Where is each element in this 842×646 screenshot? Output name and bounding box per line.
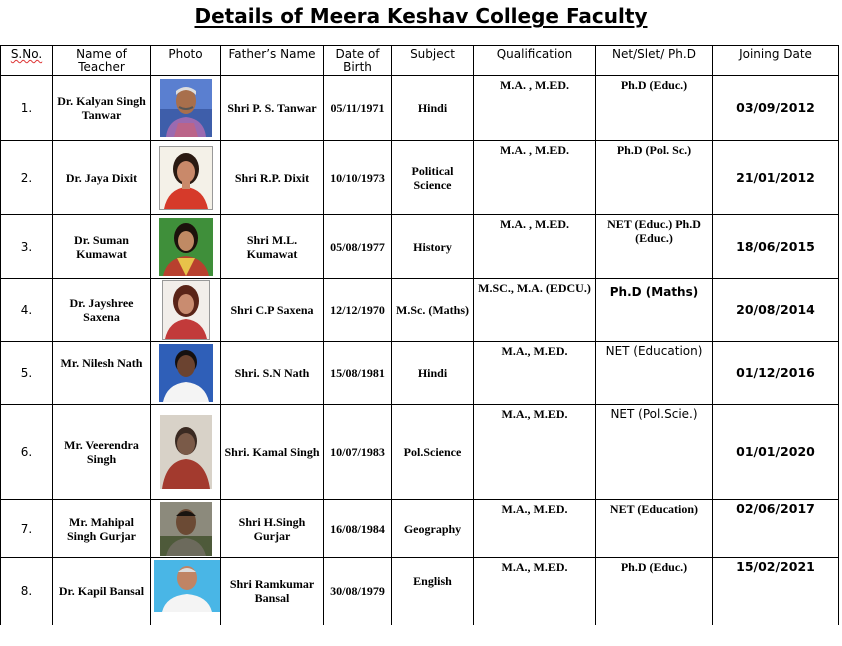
sno-cell: 4.	[1, 279, 53, 342]
qualification-cell: M.A., M.ED.	[474, 405, 596, 500]
header-qualification: Qualification	[474, 46, 596, 76]
page-title: Details of Meera Keshav College Faculty	[194, 4, 648, 28]
teacher-photo	[154, 560, 220, 612]
sno-cell: 6.	[1, 405, 53, 500]
subject-cell: Geography	[392, 500, 474, 558]
net-cell: Ph.D (Pol. Sc.)	[596, 141, 713, 215]
qualification-cell: M.A., M.ED.	[474, 342, 596, 405]
qualification-cell: M.A., M.ED.	[474, 500, 596, 558]
name-cell: Mr. Veerendra Singh	[53, 405, 151, 500]
name-cell: Dr. Jayshree Saxena	[53, 279, 151, 342]
qualification-cell: M.A. , M.ED.	[474, 215, 596, 279]
photo-cell	[151, 500, 221, 558]
dob-cell: 30/08/1979	[324, 558, 392, 625]
header-father: Father’s Name	[221, 46, 324, 76]
joining-cell: 21/01/2012	[713, 141, 839, 215]
subject-cell: English	[392, 558, 474, 625]
net-cell: NET (Educ.) Ph.D (Educ.)	[596, 215, 713, 279]
subject-cell: Pol.Science	[392, 405, 474, 500]
teacher-photo	[159, 218, 213, 276]
teacher-photo	[160, 79, 212, 137]
teacher-photo	[160, 415, 212, 489]
sno-cell: 5.	[1, 342, 53, 405]
header-net: Net/Slet/ Ph.D	[596, 46, 713, 76]
photo-cell	[151, 76, 221, 141]
header-row	[1, 46, 839, 76]
qualification-cell: M.A., M.ED.	[474, 558, 596, 625]
qualification-cell: M.A. , M.ED.	[474, 141, 596, 215]
father-cell: Shri C.P Saxena	[221, 279, 324, 342]
joining-cell: 01/01/2020	[713, 405, 839, 500]
father-cell: Shri P. S. Tanwar	[221, 76, 324, 141]
net-cell: Ph.D (Maths)	[596, 279, 713, 342]
father-cell: Shri Ramkumar Bansal	[221, 558, 324, 625]
table-row	[1, 558, 839, 625]
teacher-photo	[159, 146, 213, 210]
net-cell: NET (Education)	[596, 500, 713, 558]
father-cell: Shri H.Singh Gurjar	[221, 500, 324, 558]
header-joining: Joining Date	[713, 46, 839, 76]
subject-cell: Hindi	[392, 76, 474, 141]
table-row	[1, 141, 839, 215]
net-cell: Ph.D (Educ.)	[596, 558, 713, 625]
name-cell: Mr. Mahipal Singh Gurjar	[53, 500, 151, 558]
teacher-photo	[160, 502, 212, 556]
name-cell: Dr. Suman Kumawat	[53, 215, 151, 279]
photo-cell	[151, 405, 221, 500]
photo-cell	[151, 342, 221, 405]
dob-cell: 16/08/1984	[324, 500, 392, 558]
net-cell: NET (Pol.Scie.)	[596, 405, 713, 500]
sno-cell: 1.	[1, 76, 53, 141]
sno-cell: 7.	[1, 500, 53, 558]
photo-cell	[151, 279, 221, 342]
dob-cell: 15/08/1981	[324, 342, 392, 405]
sno-cell: 2.	[1, 141, 53, 215]
subject-cell: Political Science	[392, 141, 474, 215]
dob-cell: 05/11/1971	[324, 76, 392, 141]
net-cell: NET (Education)	[596, 342, 713, 405]
dob-cell: 05/08/1977	[324, 215, 392, 279]
father-cell: Shri M.L. Kumawat	[221, 215, 324, 279]
name-cell: Dr. Jaya Dixit	[53, 141, 151, 215]
teacher-photo	[159, 344, 213, 402]
table-row	[1, 279, 839, 342]
father-cell: Shri. S.N Nath	[221, 342, 324, 405]
table-row	[1, 405, 839, 500]
joining-cell: 02/06/2017	[713, 500, 839, 558]
dob-cell: 10/10/1973	[324, 141, 392, 215]
joining-cell: 20/08/2014	[713, 279, 839, 342]
teacher-photo	[162, 280, 210, 340]
name-cell: Dr. Kalyan Singh Tanwar	[53, 76, 151, 141]
name-cell: Dr. Kapil Bansal	[53, 558, 151, 625]
qualification-cell: M.SC., M.A. (EDCU.)	[474, 279, 596, 342]
dob-cell: 12/12/1970	[324, 279, 392, 342]
father-cell: Shri. Kamal Singh	[221, 405, 324, 500]
joining-cell: 15/02/2021	[713, 558, 839, 625]
table-row	[1, 215, 839, 279]
net-cell: Ph.D (Educ.)	[596, 76, 713, 141]
sno-cell: 8.	[1, 558, 53, 625]
header-sno: S.No.	[1, 46, 53, 76]
dob-cell: 10/07/1983	[324, 405, 392, 500]
name-cell: Mr. Nilesh Nath	[53, 342, 151, 405]
subject-cell: Hindi	[392, 342, 474, 405]
joining-cell: 18/06/2015	[713, 215, 839, 279]
joining-cell: 03/09/2012	[713, 76, 839, 141]
header-subject: Subject	[392, 46, 474, 76]
faculty-table	[0, 45, 839, 625]
photo-cell	[151, 141, 221, 215]
father-cell: Shri R.P. Dixit	[221, 141, 324, 215]
table-row	[1, 76, 839, 141]
sno-cell: 3.	[1, 215, 53, 279]
qualification-cell: M.A. , M.ED.	[474, 76, 596, 141]
header-name: Name of Teacher	[53, 46, 151, 76]
photo-cell	[151, 215, 221, 279]
header-dob: Date of Birth	[324, 46, 392, 76]
photo-cell	[151, 558, 221, 625]
subject-cell: M.Sc. (Maths)	[392, 279, 474, 342]
table-row	[1, 500, 839, 558]
subject-cell: History	[392, 215, 474, 279]
table-row	[1, 342, 839, 405]
header-photo: Photo	[151, 46, 221, 76]
joining-cell: 01/12/2016	[713, 342, 839, 405]
